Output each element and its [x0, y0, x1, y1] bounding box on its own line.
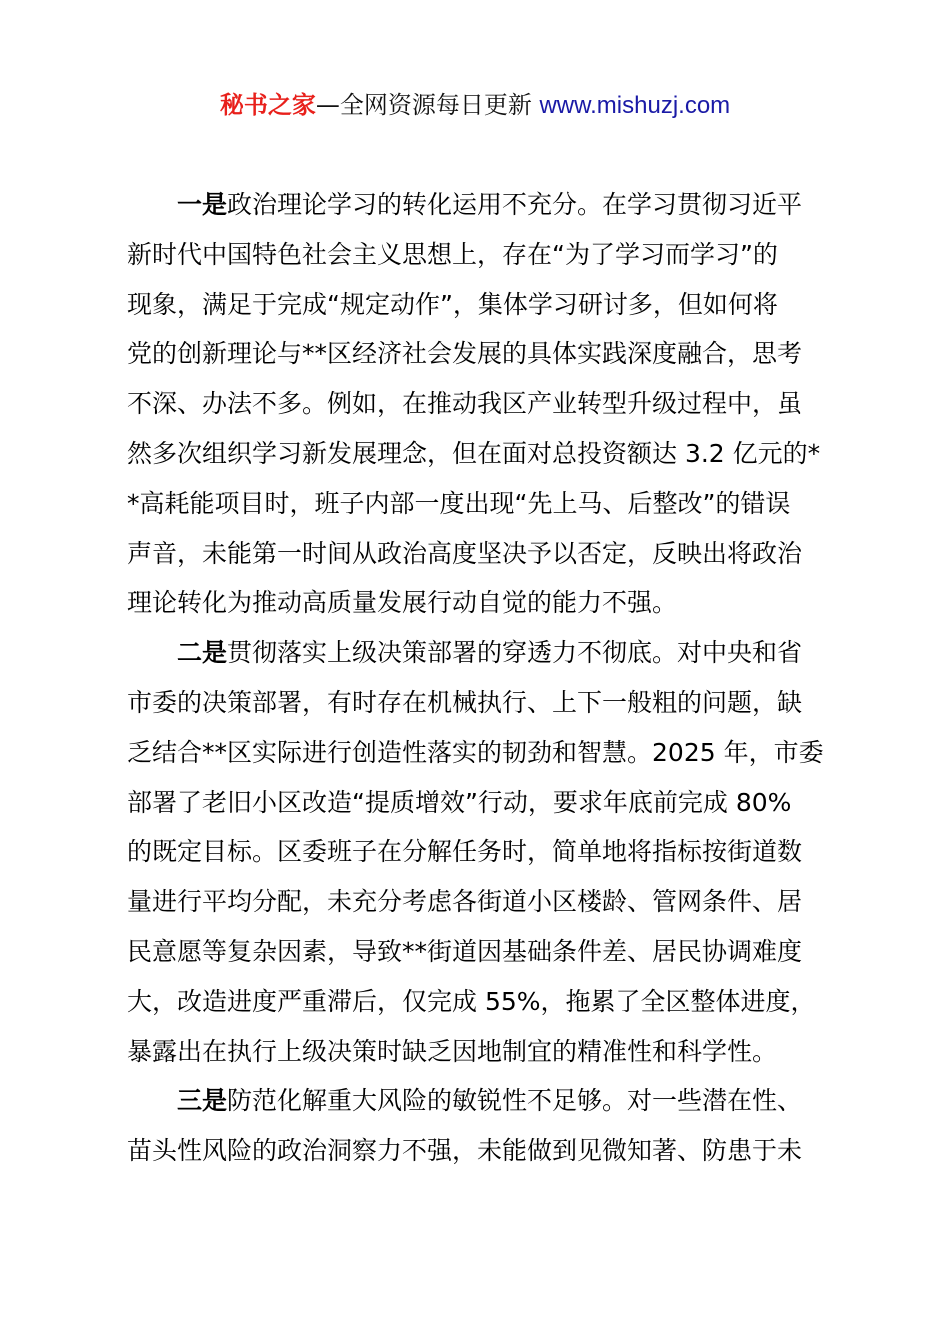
paragraph-line: 量进行平均分配，未充分考虑各街道小区楼龄、管网条件、居 — [127, 887, 803, 917]
paragraph-lead: 一是 — [177, 190, 228, 219]
site-url-link[interactable]: www.mishuzj.com — [539, 92, 731, 119]
paragraph-line: *高耗能项目时，班子内部一度出现“先上马、后整改”的错误 — [127, 488, 791, 518]
paragraph-line: 三是防范化解重大风险的敏锐性不足够。对一些潜在性、 — [177, 1086, 803, 1116]
paragraph-line: 理论转化为推动高质量发展行动自觉的能力不强。 — [127, 588, 678, 618]
paragraph-line: 不深、办法不多。例如，在推动我区产业转型升级过程中，虽 — [127, 389, 803, 419]
paragraph-line: 苗头性风险的政治洞察力不强，未能做到见微知著、防患于未 — [127, 1136, 803, 1166]
paragraph-line: 现象，满足于完成“规定动作”，集体学习研讨多，但如何将 — [127, 289, 778, 319]
paragraph-line: 然多次组织学习新发展理念，但在面对总投资额达 3.2 亿元的* — [127, 438, 821, 468]
paragraph-line: 一是政治理论学习的转化运用不充分。在学习贯彻习近平 — [177, 190, 803, 219]
paragraph-line: 党的创新理论与**区经济社会发展的具体实践深度融合，思考 — [127, 339, 803, 369]
paragraph-lead: 二是 — [177, 638, 228, 668]
paragraph-line: 二是贯彻落实上级决策部署的穿透力不彻底。对中央和省 — [177, 638, 803, 668]
paragraph-2 — [127, 628, 835, 1076]
paragraph-line: 暴露出在执行上级决策时缺乏因地制宜的精准性和科学性。 — [127, 1036, 778, 1066]
document-body — [127, 180, 835, 1176]
site-header — [0, 88, 950, 123]
paragraph-line: 部署了老旧小区改造“提质增效”行动，要求年底前完成 80% — [127, 787, 792, 817]
paragraph-line: 声音，未能第一时间从政治高度坚决予以否定，反映出将政治 — [127, 538, 803, 568]
paragraph-1 — [127, 180, 835, 628]
paragraph-line: 新时代中国特色社会主义思想上，存在“为了学习而学习”的 — [127, 239, 778, 269]
paragraph-lead: 三是 — [177, 1086, 228, 1116]
paragraph-line: 大，改造进度严重滞后，仅完成 55%，拖累了全区整体进度， — [127, 986, 816, 1016]
paragraph-3 — [127, 1076, 835, 1176]
paragraph-line: 乏结合**区实际进行创造性落实的韧劲和智慧。2025 年，市委 — [127, 737, 824, 767]
brand-name: 秘书之家 — [219, 91, 316, 119]
tagline: —全网资源每日更新 — [315, 91, 540, 119]
paragraph-line: 的既定目标。区委班子在分解任务时，简单地将指标按街道数 — [127, 837, 803, 867]
paragraph-line: 市委的决策部署，有时存在机械执行、上下一般粗的问题，缺 — [127, 687, 803, 717]
paragraph-line: 民意愿等复杂因素，导致**街道因基础条件差、居民协调难度 — [127, 936, 803, 966]
